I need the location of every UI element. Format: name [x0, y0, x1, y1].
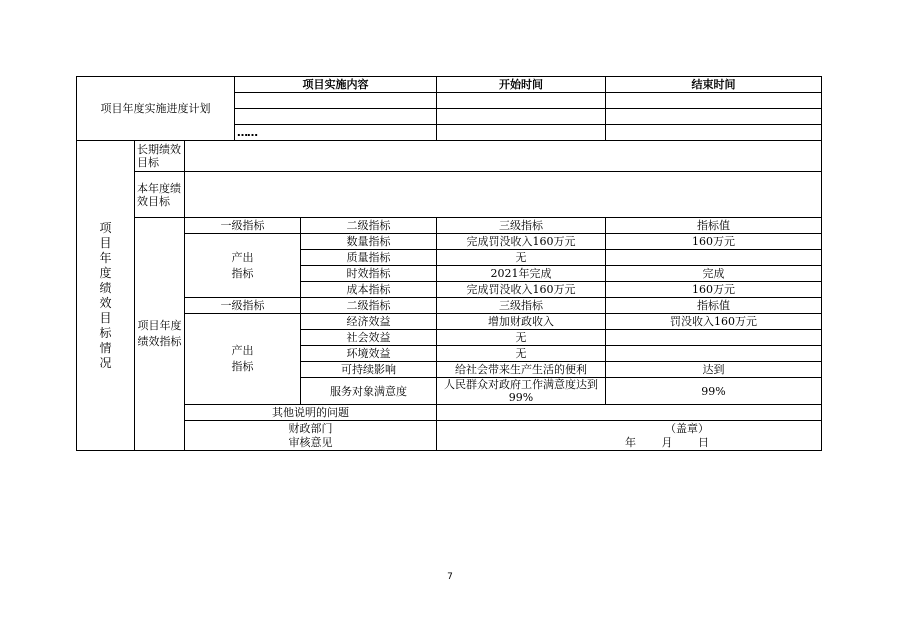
schedule-cell	[606, 125, 822, 141]
col-value-header: 指标值	[606, 218, 822, 234]
schedule-cell	[437, 109, 606, 125]
effect-level3: 增加财政收入	[437, 314, 606, 330]
output-level3: 完成罚没收入160万元	[437, 282, 606, 298]
effect-level3: 给社会带来生产生活的便利	[437, 362, 606, 378]
col-level2-header: 二级指标	[301, 298, 437, 314]
effect-level3: 无	[437, 330, 606, 346]
effect-value: 达到	[606, 362, 822, 378]
col-level2-header: 二级指标	[301, 218, 437, 234]
effect-value	[606, 330, 822, 346]
effect-level2: 社会效益	[301, 330, 437, 346]
output-value: 完成	[606, 266, 822, 282]
effect-level2: 经济效益	[301, 314, 437, 330]
schedule-ellipsis-cell	[235, 125, 437, 141]
col-value-header: 指标值	[606, 298, 822, 314]
ellipsis-text: ……	[237, 126, 257, 139]
schedule-cell	[235, 109, 437, 125]
other-issues-value	[437, 405, 822, 421]
annual-goal-value	[185, 172, 822, 218]
col-level3-header: 三级指标	[437, 218, 606, 234]
output-value: 160万元	[606, 234, 822, 250]
header-end-time: 结束时间	[606, 77, 822, 93]
output-level2: 质量指标	[301, 250, 437, 266]
col-level1-header: 一级指标	[185, 298, 301, 314]
effect-value	[606, 346, 822, 362]
effect-level2: 服务对象满意度	[301, 378, 437, 405]
effect-level2: 环境效益	[301, 346, 437, 362]
output-level3: 无	[437, 250, 606, 266]
performance-table	[76, 76, 822, 451]
header-start-time: 开始时间	[437, 77, 606, 93]
effect-level3: 人民群众对政府工作满意度达到99%	[437, 378, 606, 405]
long-term-goal-value	[185, 141, 822, 172]
schedule-cell	[437, 125, 606, 141]
annual-goal-label: 本年度绩效目标	[135, 172, 185, 218]
schedule-cell	[437, 93, 606, 109]
stamp-text: （盖章）	[665, 421, 709, 435]
output-value	[606, 250, 822, 266]
finance-review-value	[437, 421, 822, 451]
finance-review-label: 财政部门 审核意见	[185, 421, 437, 451]
effect-value: 99%	[606, 378, 822, 405]
indicator-group-label: 项目年度绩效指标	[135, 218, 185, 451]
effect-level2: 可持续影响	[301, 362, 437, 378]
output-level3: 完成罚没收入160万元	[437, 234, 606, 250]
long-term-goal-label: 长期绩效目标	[135, 141, 185, 172]
effect-level3: 无	[437, 346, 606, 362]
col-level1-header: 一级指标	[185, 218, 301, 234]
output-level2: 数量指标	[301, 234, 437, 250]
output-level2: 时效指标	[301, 266, 437, 282]
effect-value: 罚没收入160万元	[606, 314, 822, 330]
col-level3-header: 三级指标	[437, 298, 606, 314]
date-text: 年 月 日	[625, 435, 709, 449]
output-value: 160万元	[606, 282, 822, 298]
schedule-cell	[606, 93, 822, 109]
page-number: 7	[447, 572, 453, 582]
schedule-cell	[235, 93, 437, 109]
output-indicator-label: 产出指标	[185, 234, 301, 298]
schedule-cell	[606, 109, 822, 125]
effect-indicator-label: 产出指标	[185, 314, 301, 405]
schedule-row-label: 项目年度实施进度计划	[77, 77, 235, 141]
output-level3: 2021年完成	[437, 266, 606, 282]
other-issues-label: 其他说明的问题	[185, 405, 437, 421]
header-content: 项目实施内容	[235, 77, 437, 93]
output-level2: 成本指标	[301, 282, 437, 298]
goals-section-label: 项目年度绩效目标情况	[77, 141, 135, 451]
